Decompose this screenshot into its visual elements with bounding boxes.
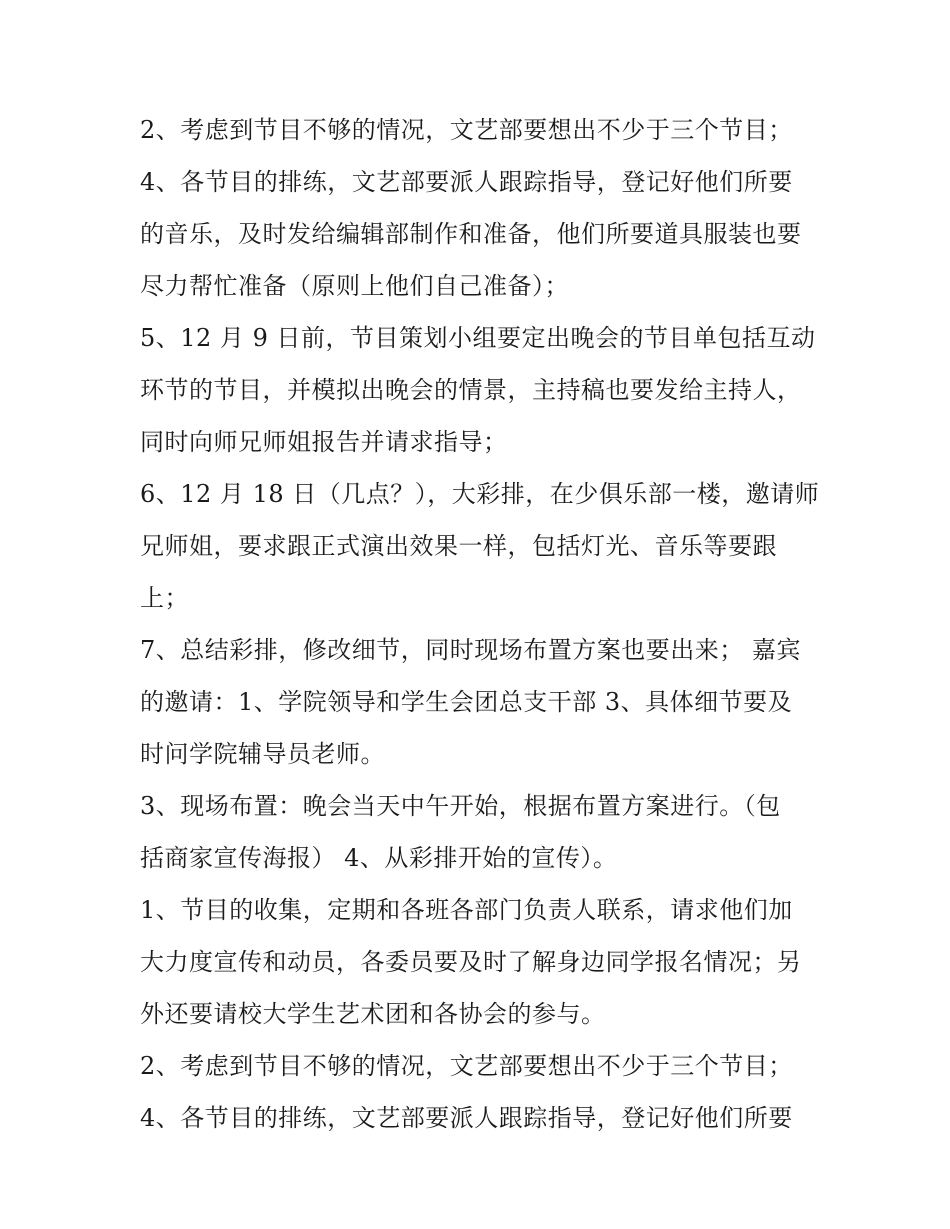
text-line-16: 1、节目的收集，定期和各班各部门负责人联系，请求他们加 [140, 896, 793, 924]
text-line-10: 上； [140, 584, 189, 612]
text-line-1: 2、考虑到节目不够的情况，文艺部要想出不少于三个节目； [140, 116, 793, 144]
document-body [140, 104, 830, 1144]
text-line-18: 外还要请校大学生艺术团和各协会的参与。 [140, 1000, 606, 1028]
text-line-20: 4、各节目的排练，文艺部要派人跟踪指导，登记好他们所要 [140, 1104, 793, 1132]
text-line-13: 时问学院辅导员老师。 [140, 740, 385, 768]
text-line-14: 3、现场布置：晚会当天中午开始，根据布置方案进行。（包 [140, 792, 781, 820]
text-line-11: 7、总结彩排，修改细节，同时现场布置方案也要出来； 嘉宾 [140, 636, 801, 664]
text-line-3: 的音乐，及时发给编辑部制作和准备，他们所要道具服装也要 [140, 220, 802, 248]
text-line-5: 5、12 月 9 日前，节目策划小组要定出晚会的节目单包括互动 [140, 324, 816, 352]
text-line-15: 括商家宣传海报） 4、从彩排开始的宣传）。 [140, 844, 618, 872]
text-line-19: 2、考虑到节目不够的情况，文艺部要想出不少于三个节目； [140, 1052, 793, 1080]
text-line-9: 兄师姐，要求跟正式演出效果一样，包括灯光、音乐等要跟 [140, 532, 777, 560]
text-line-2: 4、各节目的排练，文艺部要派人跟踪指导，登记好他们所要 [140, 168, 793, 196]
text-line-4: 尽力帮忙准备（原则上他们自己准备）； [140, 272, 569, 300]
text-line-12: 的邀请：1、学院领导和学生会团总支干部 3、具体细节要及 [140, 688, 793, 716]
text-line-8: 6、12 月 18 日（几点？），大彩排，在少俱乐部一楼，邀请师 [140, 480, 820, 508]
text-line-6: 环节的节目，并模拟出晚会的情景，主持稿也要发给主持人， [140, 376, 802, 404]
text-line-17: 大力度宣传和动员，各委员要及时了解身边同学报名情况；另 [140, 948, 802, 976]
text-line-7: 同时向师兄师姐报告并请求指导； [140, 428, 508, 456]
